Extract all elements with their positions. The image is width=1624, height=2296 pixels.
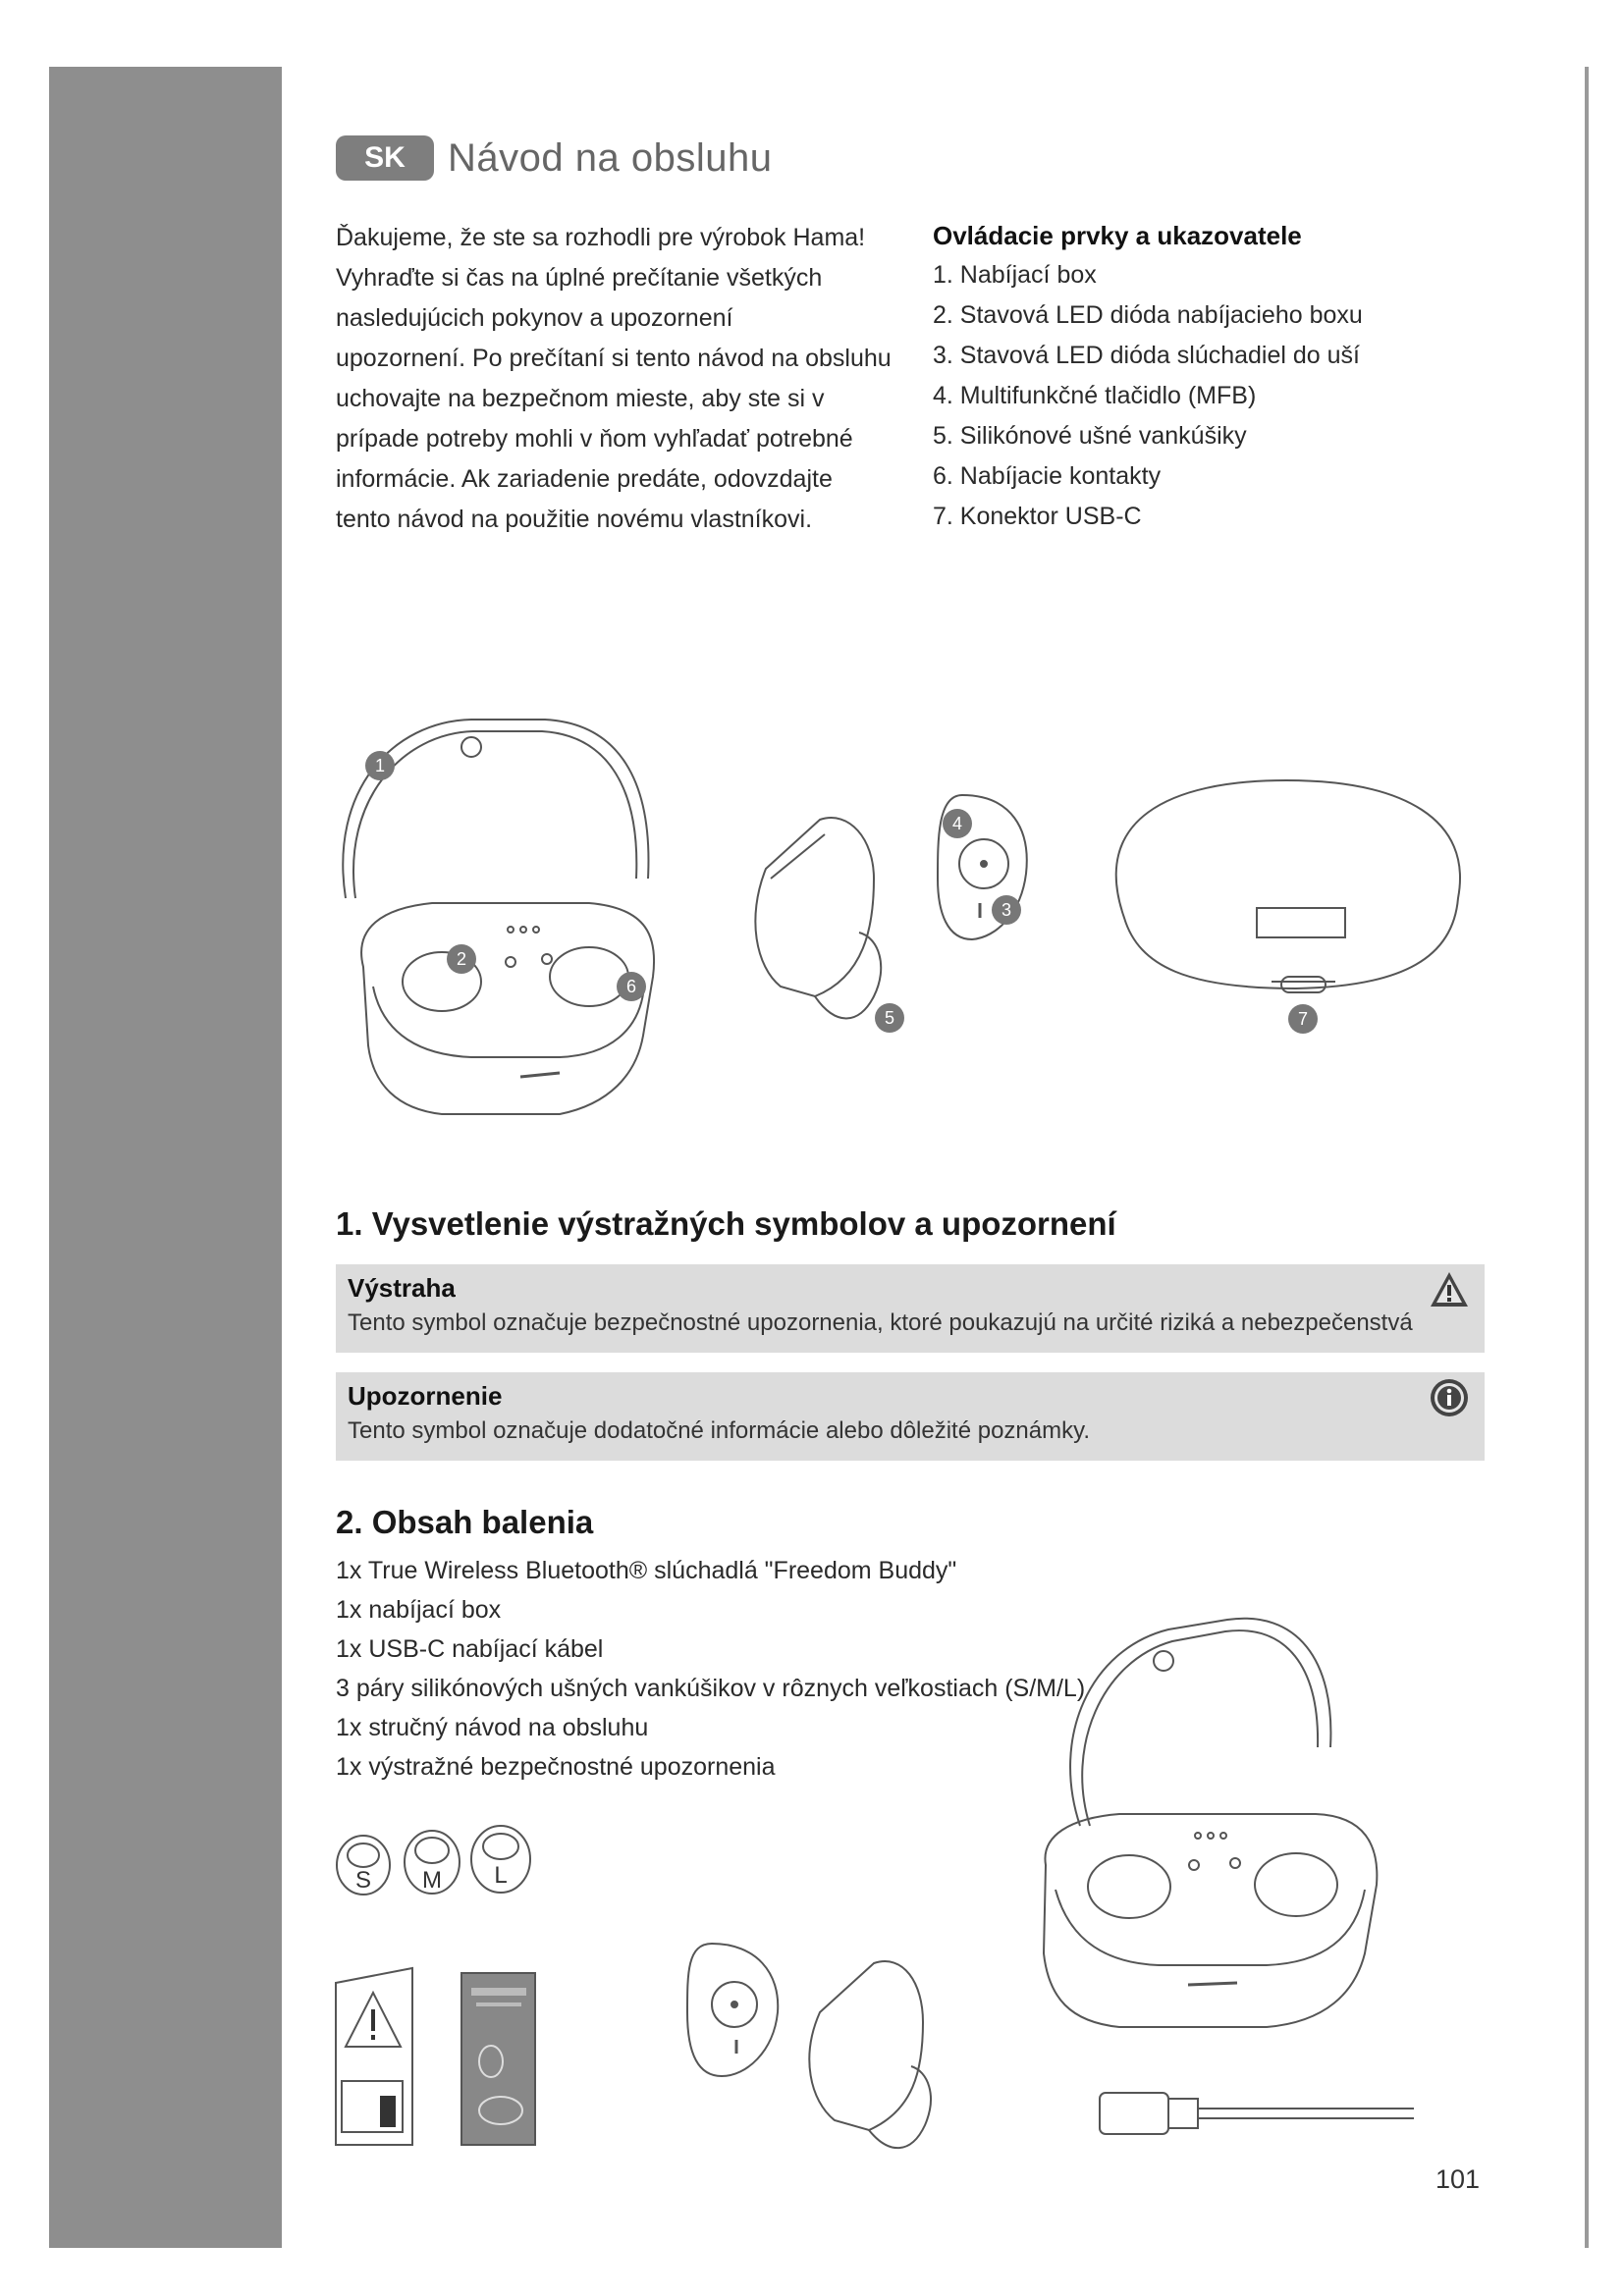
earbud-front-image (687, 1944, 778, 2076)
callout-5: 5 (884, 1008, 895, 1028)
controls-list (933, 255, 1522, 537)
callout-2: 2 (456, 949, 467, 969)
tip-size-l: L (494, 1862, 508, 1889)
charging-case-open-image (1044, 1619, 1377, 2027)
section-1-heading: 1. Vysvetlenie výstražných symbolov a upozornení (336, 1205, 1116, 1242)
ear-tips-image (337, 1826, 530, 1895)
callout-6: 6 (625, 977, 637, 996)
section-2-heading: 2. Obsah balenia (336, 1504, 594, 1540)
controls-item: 4. Multifunkčné tlačidlo (MFB) (933, 382, 1257, 409)
warning-box (336, 1264, 1485, 1353)
page-header (336, 133, 772, 183)
page-number: 101 (1435, 2164, 1481, 2194)
intro-line: Ďakujeme, že ste sa rozhodli pre výrobok Hama! (336, 224, 866, 251)
intro-line: uchovajte na bezpečnom mieste, aby ste si v (336, 385, 825, 412)
package-item: 1x výstražné bezpečnostné upozornenia (336, 1753, 776, 1781)
note-text: Tento symbol označuje dodatočné informácie alebo dôležité poznámky. (348, 1417, 1090, 1444)
package-item: 1x USB-C nabíjací kábel (336, 1635, 604, 1663)
earbud-side-image (809, 1961, 931, 2148)
language-badge: SK (336, 135, 434, 181)
controls-item: 1. Nabíjací box (933, 261, 1097, 289)
charging-case-open-image (343, 720, 654, 1114)
package-item: 1x nabíjací box (336, 1596, 502, 1624)
intro-line: nasledujúcich pokynov a upozornení (336, 304, 733, 332)
right-rule (1585, 67, 1589, 2248)
warning-triangle-icon (1428, 1268, 1471, 1311)
callout-3: 3 (1001, 900, 1012, 920)
safety-leaflet-image (336, 1968, 412, 2145)
quick-guide-image (461, 1973, 535, 2145)
package-item: 3 páry silikónových ušných vankúšikov v rôznych veľkostiach (S/M/L) (336, 1675, 1086, 1702)
intro-line: informácie. Ak zariadenie predáte, odovzdajte (336, 465, 833, 493)
package-illustration (324, 1551, 1551, 2179)
callout-4: 4 (951, 814, 963, 833)
controls-section (933, 216, 1522, 537)
warning-text: Tento symbol označuje bezpečnostné upozornenia, ktoré poukazujú na určité riziká a nebezpečenstvá (348, 1309, 1413, 1336)
callout-7: 7 (1297, 1009, 1309, 1029)
tip-size-m: M (422, 1867, 442, 1894)
controls-title: Ovládacie prvky a ukazovatele (933, 221, 1302, 250)
controls-item: 3. Stavová LED dióda slúchadiel do uší (933, 342, 1360, 369)
note-title: Upozornenie (348, 1381, 503, 1411)
controls-item: 2. Stavová LED dióda nabíjacieho boxu (933, 301, 1363, 329)
intro-line: tento návod na použitie novému vlastníkovi. (336, 506, 813, 533)
info-circle-icon (1428, 1376, 1471, 1419)
callout-1: 1 (374, 756, 386, 775)
product-illustration (324, 702, 1532, 1163)
charging-case-closed-image (1116, 780, 1460, 992)
package-item: 1x stručný návod na obsluhu (336, 1714, 649, 1741)
controls-item: 5. Silikónové ušné vankúšiky (933, 422, 1247, 450)
intro-line: prípade potreby mohli v ňom vyhľadať potrebné (336, 425, 853, 453)
tip-size-s: S (354, 1867, 372, 1894)
intro-text (336, 218, 925, 540)
intro-line: Vyhraďte si čas na úplné prečítanie všetkých (336, 264, 823, 292)
controls-item: 7. Konektor USB-C (933, 503, 1142, 530)
usb-c-cable-image (1100, 2093, 1414, 2134)
controls-item: 6. Nabíjacie kontakty (933, 462, 1162, 490)
earbud-side-image (755, 818, 881, 1018)
page-title: Návod na obsluhu (448, 135, 773, 180)
intro-line: upozornení. Po prečítaní si tento návod na obsluhu (336, 345, 892, 372)
side-bar (49, 67, 282, 2248)
note-box (336, 1372, 1485, 1461)
warning-title: Výstraha (348, 1273, 456, 1303)
package-item: 1x True Wireless Bluetooth® slúchadlá "Freedom Buddy" (336, 1557, 957, 1584)
